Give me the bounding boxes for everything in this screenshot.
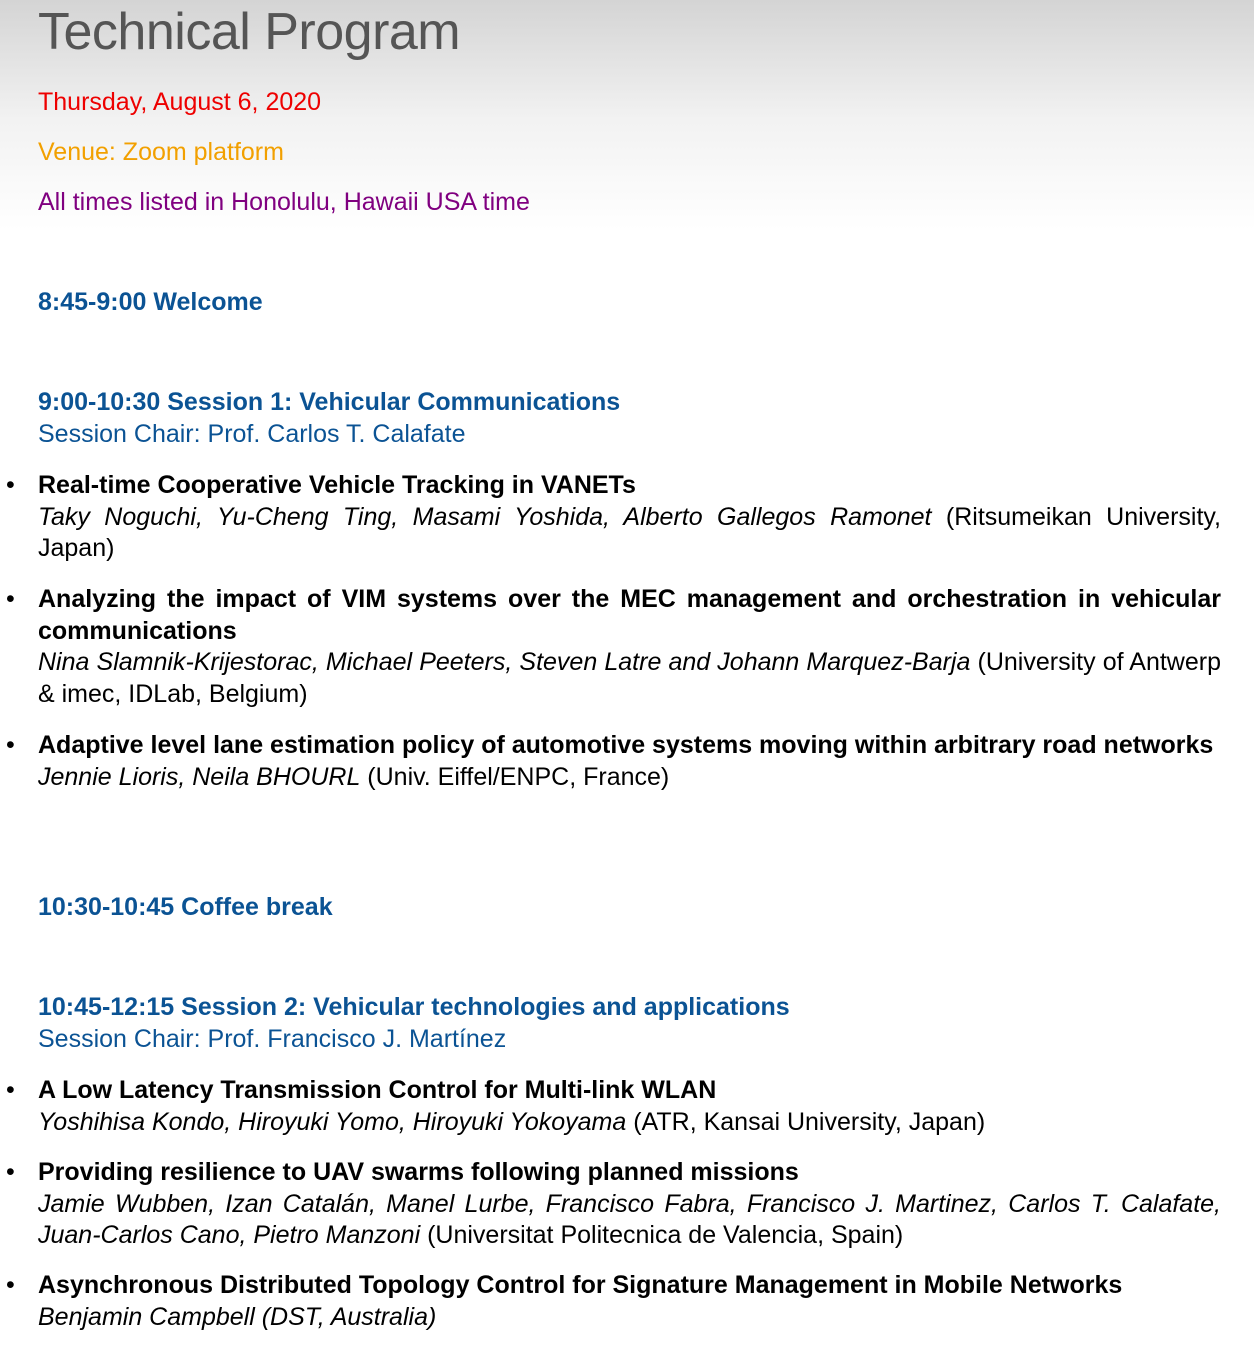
paper-byline [38,647,1221,710]
paper-title: • Asynchronous Distributed Topology Control for Signature Management in Mobile Networks [38,1271,1123,1299]
paper-item [38,1075,1221,1138]
paper-authors: Yoshihisa Kondo, Hiroyuki Yomo, Hiroyuki Yokoyama [38,1107,627,1136]
paper-byline [38,1302,1221,1334]
paper-affiliation: (Univ. Eiffel/ENPC, France) [360,762,670,791]
coffee-break-slot: 10:30-10:45 Coffee break [38,893,333,921]
paper-title: • A Low Latency Transmission Control for Multi-link WLAN [38,1076,717,1104]
paper-authors: Benjamin Campbell (DST, Australia) [38,1302,437,1331]
paper-item [38,730,1221,793]
paper-affiliation: (ATR, Kansai University, Japan) [626,1107,986,1136]
event-venue: Venue: Zoom platform [38,138,284,166]
session1-heading: 9:00-10:30 Session 1: Vehicular Communications [38,388,621,416]
paper-authors: Jennie Lioris, Neila BHOURL [38,762,361,791]
paper-authors: Nina Slamnik-Krijestorac, Michael Peeters, Steven Latre and Johann Marquez-Barja [38,648,971,676]
paper-byline [38,502,1221,565]
paper-title: • Analyzing the impact of VIM systems over the MEC management and orchestration in vehicular communications [38,585,1221,645]
paper-affiliation: (University of Antwerp & imec, IDLab, Belgium) [38,648,1221,708]
paper-item [38,584,1221,710]
paper-item [38,1157,1221,1252]
paper-authors: Jamie Wubben, Izan Catalán, Manel Lurbe, Francisco Fabra, Francisco J. Martinez, Carlos T. Calafate, Juan-Carlos Cano, Pietro Manzoni [38,1189,1221,1249]
paper-authors: Taky Noguchi, Yu-Cheng Ting, Masami Yoshida, Alberto Gallegos Ramonet [38,502,932,531]
paper-byline [38,762,1221,794]
paper-title: • Adaptive level lane estimation policy of automotive systems moving within arbitrary road networks [38,731,1214,759]
paper-byline [38,1189,1221,1252]
paper-item [38,1270,1221,1333]
paper-affiliation: (Ritsumeikan University, Japan) [38,502,1221,562]
paper-title: • Providing resilience to UAV swarms following planned missions [38,1158,799,1186]
timezone-note: All times listed in Honolulu, Hawaii USA time [38,188,530,216]
paper-affiliation: (Universitat Politecnica de Valencia, Spain) [420,1221,904,1249]
welcome-slot: 8:45-9:00 Welcome [38,288,263,316]
paper-item [38,470,1221,565]
session1-chair: Session Chair: Prof. Carlos T. Calafate [38,420,466,448]
event-date: Thursday, August 6, 2020 [38,88,322,116]
session2-chair: Session Chair: Prof. Francisco J. Martínez [38,1025,507,1053]
paper-byline [38,1107,1221,1139]
session2-heading: 10:45-12:15 Session 2: Vehicular technologies and applications [38,993,790,1021]
paper-title: • Real-time Cooperative Vehicle Tracking in VANETs [38,471,636,499]
page-title: Technical Program [38,3,461,61]
